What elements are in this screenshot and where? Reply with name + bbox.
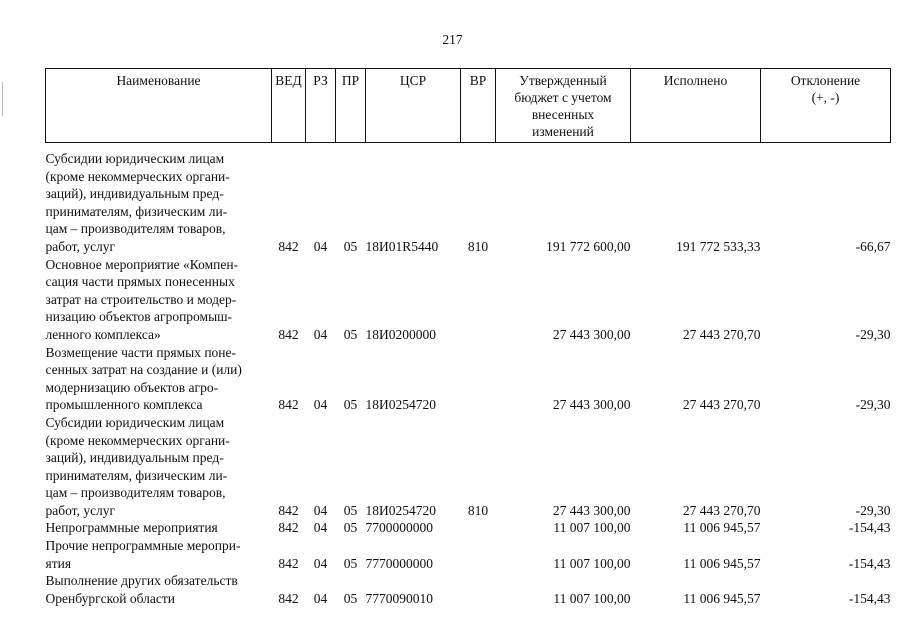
cell-csr: 7700000000 bbox=[365, 520, 433, 536]
cell-name bbox=[46, 256, 272, 344]
cell-rz: 04 bbox=[313, 502, 328, 518]
header-deviation bbox=[761, 69, 891, 143]
cell-name-line: модернизацию объектов агро- bbox=[45, 379, 219, 395]
header-pr: ПР bbox=[336, 69, 366, 143]
header-rz: РЗ bbox=[306, 69, 336, 143]
cell-pr: 05 bbox=[343, 520, 358, 536]
cell-vr bbox=[461, 344, 496, 414]
cell-vr bbox=[461, 519, 496, 537]
budget-table bbox=[45, 68, 891, 607]
cell-ved: 842 bbox=[278, 555, 299, 571]
cell-ved: 842 bbox=[278, 397, 299, 413]
header-executed: Исполнено bbox=[631, 69, 761, 143]
cell-name bbox=[46, 143, 272, 256]
table-row bbox=[46, 344, 891, 414]
cell-name-line: (кроме некоммерческих органи- bbox=[45, 432, 230, 448]
cell-executed: 27 443 270,70 bbox=[682, 397, 761, 413]
cell-csr: 18И0254720 bbox=[365, 502, 436, 518]
header-budget-line: внесенных bbox=[531, 107, 595, 122]
cell-name-line: цам – производителям товаров, bbox=[45, 221, 226, 237]
header-budget-line: изменений bbox=[532, 124, 594, 139]
cell-deviation: -66,67 bbox=[855, 238, 891, 254]
cell-executed: 11 006 945,57 bbox=[683, 555, 761, 571]
cell-budget: 11 007 100,00 bbox=[553, 555, 631, 571]
cell-name-line: промышленного комплекса bbox=[45, 397, 203, 413]
cell-name-line: Субсидии юридическим лицам bbox=[45, 414, 225, 430]
cell-name-line: затрат на строительство и модер- bbox=[45, 291, 237, 307]
cell-deviation: -154,43 bbox=[848, 555, 891, 571]
header-name: Наименование bbox=[46, 69, 272, 143]
header-budget bbox=[496, 69, 631, 143]
cell-pr: 05 bbox=[343, 555, 358, 571]
cell-name-line: заций), индивидуальным пред- bbox=[45, 450, 224, 466]
scan-margin-mark bbox=[2, 82, 3, 116]
cell-ved: 842 bbox=[278, 238, 299, 254]
cell-deviation: -29,30 bbox=[855, 326, 891, 342]
cell-csr: 18И0254720 bbox=[365, 397, 436, 413]
cell-pr: 05 bbox=[343, 590, 358, 606]
cell-name-line: ленного комплекса» bbox=[45, 326, 161, 342]
cell-ved: 842 bbox=[278, 326, 299, 342]
cell-vr bbox=[461, 537, 496, 572]
cell-rz: 04 bbox=[313, 238, 328, 254]
cell-name-line: заций), индивидуальным пред- bbox=[45, 186, 224, 202]
cell-name bbox=[46, 537, 272, 572]
cell-pr: 05 bbox=[343, 238, 358, 254]
cell-executed: 11 006 945,57 bbox=[683, 520, 761, 536]
cell-name-line: принимателям, физическим ли- bbox=[45, 203, 228, 219]
header-budget-line: Утвержденный bbox=[519, 73, 607, 88]
cell-executed: 27 443 270,70 bbox=[682, 326, 761, 342]
cell-executed: 191 772 533,33 bbox=[676, 238, 761, 254]
cell-budget: 27 443 300,00 bbox=[552, 326, 631, 342]
cell-csr: 18И01R5440 bbox=[365, 238, 439, 254]
header-ved: ВЕД bbox=[272, 69, 306, 143]
table-row bbox=[46, 572, 891, 607]
cell-vr bbox=[461, 256, 496, 344]
header-csr: ЦСР bbox=[366, 69, 461, 143]
cell-budget: 11 007 100,00 bbox=[553, 520, 631, 536]
cell-name-line: работ, услуг bbox=[45, 502, 116, 518]
cell-deviation: -154,43 bbox=[848, 590, 891, 606]
cell-name-line: Субсидии юридическим лицам bbox=[45, 151, 225, 166]
table-row bbox=[46, 143, 891, 256]
header-vr: ВР bbox=[461, 69, 496, 143]
cell-name-line: цам – производителям товаров, bbox=[45, 485, 226, 501]
table-row bbox=[46, 519, 891, 537]
cell-name-line: низацию объектов агропромыш- bbox=[45, 309, 233, 325]
cell-name-line: принимателям, физическим ли- bbox=[45, 467, 228, 483]
table-header bbox=[46, 69, 891, 143]
header-budget-line: бюджет с учетом bbox=[514, 90, 612, 105]
cell-budget: 27 443 300,00 bbox=[552, 502, 631, 518]
table-row bbox=[46, 537, 891, 572]
cell-rz: 04 bbox=[313, 520, 328, 536]
cell-name-line: Непрограммные мероприятия bbox=[45, 520, 218, 536]
cell-name bbox=[46, 344, 272, 414]
cell-pr: 05 bbox=[343, 397, 358, 413]
cell-name-line: сенных затрат на создание и (или) bbox=[45, 362, 242, 378]
cell-rz: 04 bbox=[313, 590, 328, 606]
cell-ved: 842 bbox=[278, 520, 299, 536]
cell-name-line: Оренбургской области bbox=[45, 590, 175, 606]
cell-name-line: Выполнение других обязательств bbox=[45, 573, 238, 589]
header-deviation-line: Отклонение bbox=[790, 73, 861, 88]
cell-deviation: -154,43 bbox=[848, 520, 891, 536]
cell-budget: 191 772 600,00 bbox=[546, 238, 631, 254]
cell-pr: 05 bbox=[343, 502, 358, 518]
cell-vr: 810 bbox=[467, 238, 489, 254]
cell-csr: 18И0200000 bbox=[365, 326, 436, 342]
cell-deviation: -29,30 bbox=[855, 502, 891, 518]
cell-budget: 27 443 300,00 bbox=[552, 397, 631, 413]
cell-deviation: -29,30 bbox=[855, 397, 891, 413]
cell-budget: 11 007 100,00 bbox=[553, 590, 631, 606]
cell-executed: 11 006 945,57 bbox=[683, 590, 761, 606]
cell-name bbox=[46, 572, 272, 607]
cell-name-line: Основное мероприятие «Компен- bbox=[45, 256, 239, 272]
cell-csr: 7770000000 bbox=[365, 555, 433, 571]
cell-ved: 842 bbox=[278, 590, 299, 606]
cell-name-line: Прочие непрограммные меропри- bbox=[45, 538, 241, 554]
cell-vr bbox=[461, 572, 496, 607]
cell-name-line: сация части прямых понесенных bbox=[45, 274, 235, 290]
cell-name bbox=[46, 414, 272, 520]
cell-name-line: Возмещение части прямых поне- bbox=[45, 344, 237, 360]
cell-rz: 04 bbox=[313, 397, 328, 413]
header-deviation-line: (+, -) bbox=[811, 90, 840, 105]
page-number: 217 bbox=[442, 32, 463, 47]
cell-name-line: работ, услуг bbox=[45, 238, 116, 254]
cell-csr: 7770090010 bbox=[365, 590, 433, 606]
cell-name-line: ятия bbox=[45, 555, 72, 571]
cell-pr: 05 bbox=[343, 326, 358, 342]
table-row bbox=[46, 256, 891, 344]
cell-vr: 810 bbox=[467, 502, 489, 518]
cell-ved: 842 bbox=[278, 502, 299, 518]
table-body bbox=[46, 143, 891, 608]
cell-name bbox=[46, 519, 272, 537]
table-row bbox=[46, 414, 891, 520]
cell-name-line: (кроме некоммерческих органи- bbox=[45, 168, 230, 184]
cell-executed: 27 443 270,70 bbox=[682, 502, 761, 518]
cell-rz: 04 bbox=[313, 555, 328, 571]
cell-rz: 04 bbox=[313, 326, 328, 342]
